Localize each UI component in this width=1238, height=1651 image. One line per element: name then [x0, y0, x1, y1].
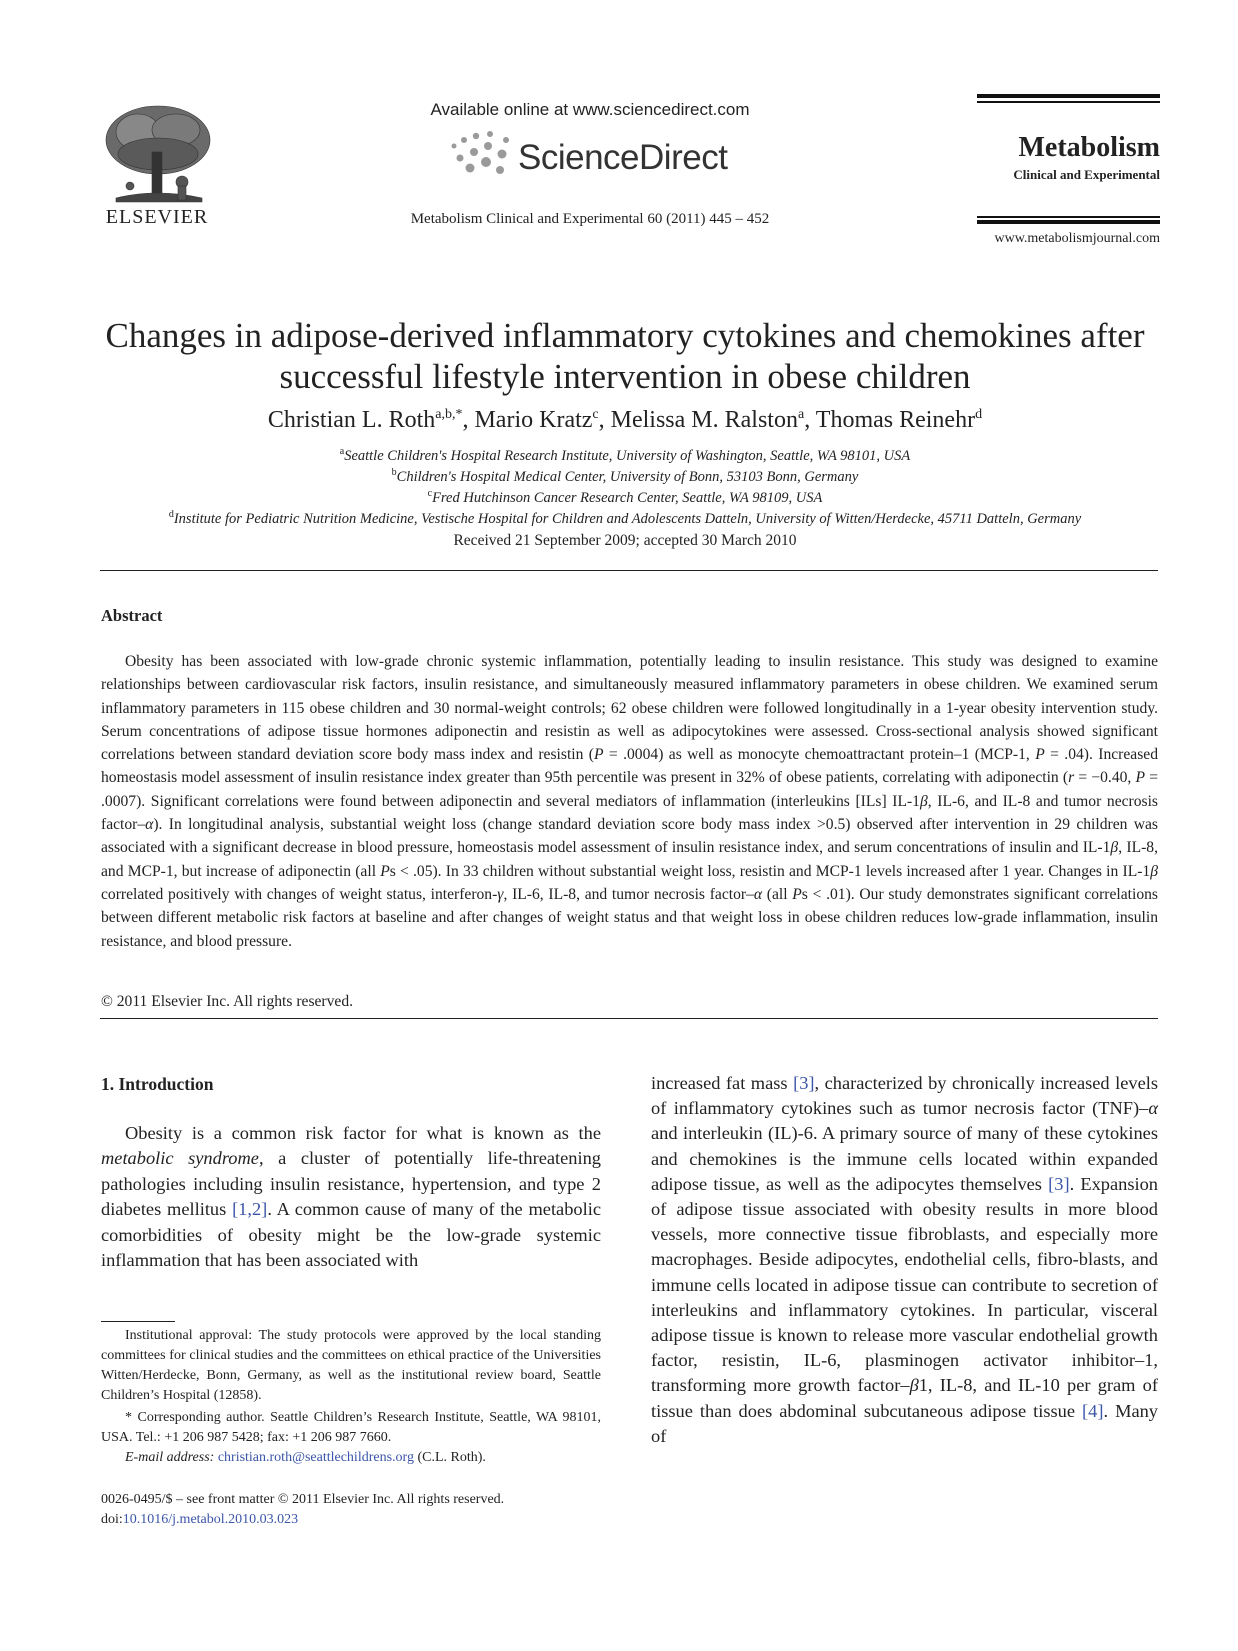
- doi-line: doi:10.1016/j.metabol.2010.03.023: [101, 1512, 299, 1527]
- front-matter: [101, 1490, 621, 1530]
- author: Mario Kratz: [474, 407, 593, 433]
- footnote-corresponding: * Corresponding author. Seattle Children’s Research Institute, Seattle, WA 98101, USA. Tel.: +1 206 987 5428; fax: +1 206 987 7660.: [101, 1410, 601, 1445]
- abstract-copyright: © 2011 Elsevier Inc. All rights reserved.: [101, 993, 354, 1010]
- intro-left-column: Obesity is a common risk factor for what is known as the metabolic syndrome, a cluster of potentially life-threatening pathologies including insulin resistance, hypertension, and type 2 diabetes mellitus [1,2]. A common cause of many of the metabolic comorbidities of obesity might be the low-grade systemic inflammation that has been associated with: [101, 1123, 601, 1271]
- author-affil-sup: a,b,*: [435, 407, 463, 422]
- affiliation-a: $^a$Seattle Children's Hospital Research Institute, University of Washington, Seattle, WA 98101, USA: [339, 446, 911, 464]
- citation-link[interactable]: [3]: [1048, 1173, 1070, 1194]
- citation-link[interactable]: [3]: [793, 1073, 815, 1093]
- article-title: [90, 315, 1160, 397]
- author-affil-sup: c: [592, 407, 599, 422]
- journal-url[interactable]: www.metabolismjournal.com: [994, 231, 1160, 246]
- introduction-heading: 1. Introduction: [101, 1074, 214, 1094]
- citation-link[interactable]: [1,2]: [232, 1199, 268, 1220]
- citation-link[interactable]: [4]: [1082, 1400, 1104, 1421]
- affiliation-b: $^b$Children's Hospital Medical Center, University of Bonn, 53103 Bonn, Germany: [391, 467, 859, 485]
- journal-subtitle: Clinical and Experimental: [1013, 167, 1160, 182]
- corresponding-mark[interactable]: *: [455, 407, 463, 422]
- sciencedirect-wordmark: ScienceDirect: [518, 138, 728, 177]
- affiliation-c: $^c$Fred Hutchinson Cancer Research Center, Seattle, WA 98109, USA: [427, 488, 823, 506]
- footnote-rule: [101, 1321, 175, 1322]
- journal-rule-bottom: [977, 220, 1160, 224]
- title-line-2: successful lifestyle intervention in obese children: [279, 357, 971, 396]
- author: Thomas Reinehr: [815, 407, 976, 433]
- available-online-text: Available online at www.sciencedirect.com: [430, 100, 750, 119]
- author-list: Christian L. Roth$^{a,b,*}$, Mario Kratz$^c$, Melissa M. Ralston$^a$, Thomas Reinehr$^d$: [267, 407, 983, 433]
- abstract-heading: Abstract: [101, 606, 163, 625]
- received-dates: Received 21 September 2009; accepted 30 March 2010: [453, 532, 797, 549]
- front-matter-line: 0026-0495/$ – see front matter © 2011 Elsevier Inc. All rights reserved.: [101, 1492, 505, 1507]
- divider-bottom: [100, 1018, 1158, 1019]
- footnote-email: E-mail address: christian.roth@seattlechildrens.org (C.L. Roth).: [125, 1450, 486, 1465]
- author: Melissa M. Ralston: [610, 407, 798, 433]
- title-line-1: Changes in adipose-derived inflammatory cytokines and chemokines after: [105, 316, 1145, 355]
- author: Christian L. Roth: [267, 407, 436, 433]
- footnote-approval: Institutional approval: The study protocols were approved by the local standing committees for clinical studies and the committees on ethical practice of the Universities Witten/Herdecke, Bonn, Germany, as well as the institutional review board, Seattle Children’s Hospital (12858).: [101, 1328, 601, 1403]
- journal-name: Metabolism: [1018, 132, 1160, 163]
- divider-top: [100, 570, 1158, 571]
- author-affil-sup: a: [797, 407, 805, 422]
- journal-rule-top-thin: [977, 101, 1160, 103]
- publisher-wordmark: ELSEVIER: [105, 206, 209, 228]
- doi-link[interactable]: 10.1016/j.metabol.2010.03.023: [122, 1512, 299, 1527]
- author-affil-sup: d: [975, 407, 983, 422]
- journal-rule-bottom-thin: [977, 216, 1160, 218]
- journal-rule-top: [977, 94, 1160, 98]
- abstract-text: Obesity has been associated with low-grade chronic systemic inflammation, potentially leading to insulin resistance. This study was designed to examine relationships between cardiovascular risk factors, insulin resistance, and simultaneously measured inflammatory parameters in obese children. We examined serum inflammatory parameters in 115 obese children and 30 normal-weight controls; 62 obese children were followed longitudinally in a 1-year obesity intervention study. Serum concentrations of adipose tissue hormones adiponectin and resistin as well as adipocytokines were assessed. Cross-sectional analysis showed significant correlations between standard deviation score body mass index and resistin (P = .0004) as well as monocyte chemoattractant protein–1 (MCP-1, P = .04). Increased homeostasis model assessment of insulin resistance index greater than 95th percentile was present in 32% of obese patients, correlating with adiponectin (r = −0.40, P = .0007). Significant correlations were found between adiponectin and several mediators of inflammation (interleukins [ILs] IL-1β, IL-6, and IL-8 and tumor necrosis factor–α). In longitudinal analysis, substantial weight loss (change standard deviation score body mass index >0.5) observed after intervention in 29 children was associated with a significant decrease in blood pressure, homeostasis model assessment of insulin resistance index, and serum concentrations of insulin and IL-1β, IL-8, and MCP-1, but increase of adiponectin (all Ps < .05). In 33 children without substantial weight loss, resistin and MCP-1 levels increased after 1 year. Changes in IL-1β correlated positively with changes of weight status, interferon-γ, IL-6, IL-8, and tumor necrosis factor–α (all Ps < .01). Our study demonstrates significant correlations between different metabolic risk factors at baseline and after changes of weight status and that weight loss in obese children reduces low-grade inflammation, insulin resistance, and blood pressure.: [101, 653, 1159, 950]
- email-link[interactable]: christian.roth@seattlechildrens.org: [217, 1450, 414, 1465]
- journal-citation: Metabolism Clinical and Experimental 60 (2011) 445 – 452: [410, 211, 770, 227]
- affiliation-d: $^d$Institute for Pediatric Nutrition Medicine, Vestische Hospital for Children and Adolescents Datteln, University of Witten/Herdecke, 45711 Datteln, Germany: [168, 509, 1082, 527]
- intro-right-column: increased fat mass [3], characterized by chronically increased levels of inflammatory cytokines such as tumor necrosis factor (TNF)–α and interleukin (IL)-6. A primary source of many of these cytokines and chemokines is the immune cells located within expanded adipose tissue, as well as the adipocytes themselves [3]. Expansion of adipose tissue associated with obesity results in more blood vessels, more connective tissue fibroblasts, and especially more macrophages. Beside adipocytes, endothelial cells, fibro-blasts, and immune cells located in adipose tissue can contribute to secretion of interleukins and inflammatory cytokines. In particular, visceral adipose tissue is known to release more vascular endothelial growth factor, resistin, IL-6, plasminogen activator inhibitor–1, transforming more growth factor–β1, IL-8, and IL-10 per gram of tissue than does abdominal subcutaneous adipose tissue [4]. Many of: [651, 1073, 1159, 1446]
